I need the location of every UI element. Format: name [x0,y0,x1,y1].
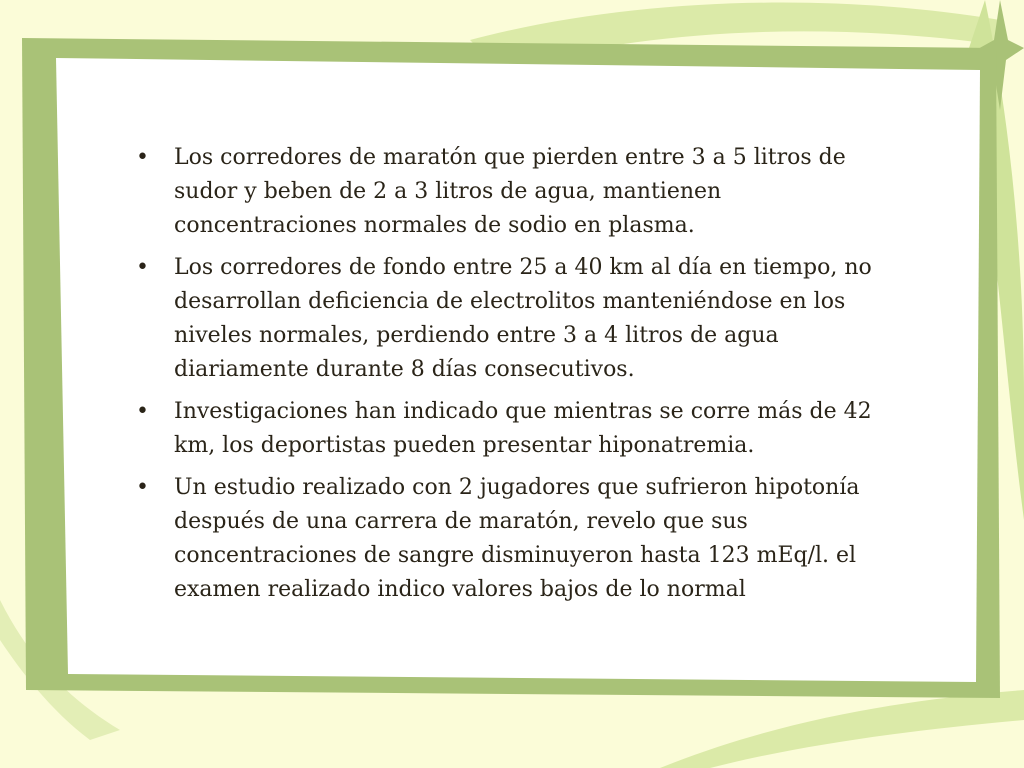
bullet-marker: • [136,399,149,424]
bullet-marker: • [136,255,149,280]
bullet-item [136,251,906,387]
bullet-marker: • [136,145,149,170]
bullet-list [136,141,906,615]
bullet-item [136,395,906,463]
bullet-text: Investigaciones han indicado que mientras se corre más de 42 km, los deportistas pueden presentar hiponatremia. [174,399,872,458]
bullet-text: Un estudio realizado con 2 jugadores que sufrieron hipotonía después de una carrera de maratón, revelo que sus concentraciones de sangre disminuyeron hasta 123 mEq/l. el examen realizado indico valores bajos de lo normal [174,475,860,602]
bullet-text: Los corredores de fondo entre 25 a 40 km al día en tiempo, no desarrollan deficiencia de electrolitos manteniéndose en los niveles normales, perdiendo entre 3 a 4 litros de agua diariamente durante 8 días consecutivos. [174,255,872,382]
bullet-item [136,471,906,607]
bullet-marker: • [136,475,149,500]
swirl-decoration-bottom [660,690,1024,768]
bullet-text: Los corredores de maratón que pierden entre 3 a 5 litros de sudor y beben de 2 a 3 litros de agua, mantienen concentraciones normales de sodio en plasma. [174,145,846,238]
bullet-item [136,141,906,243]
